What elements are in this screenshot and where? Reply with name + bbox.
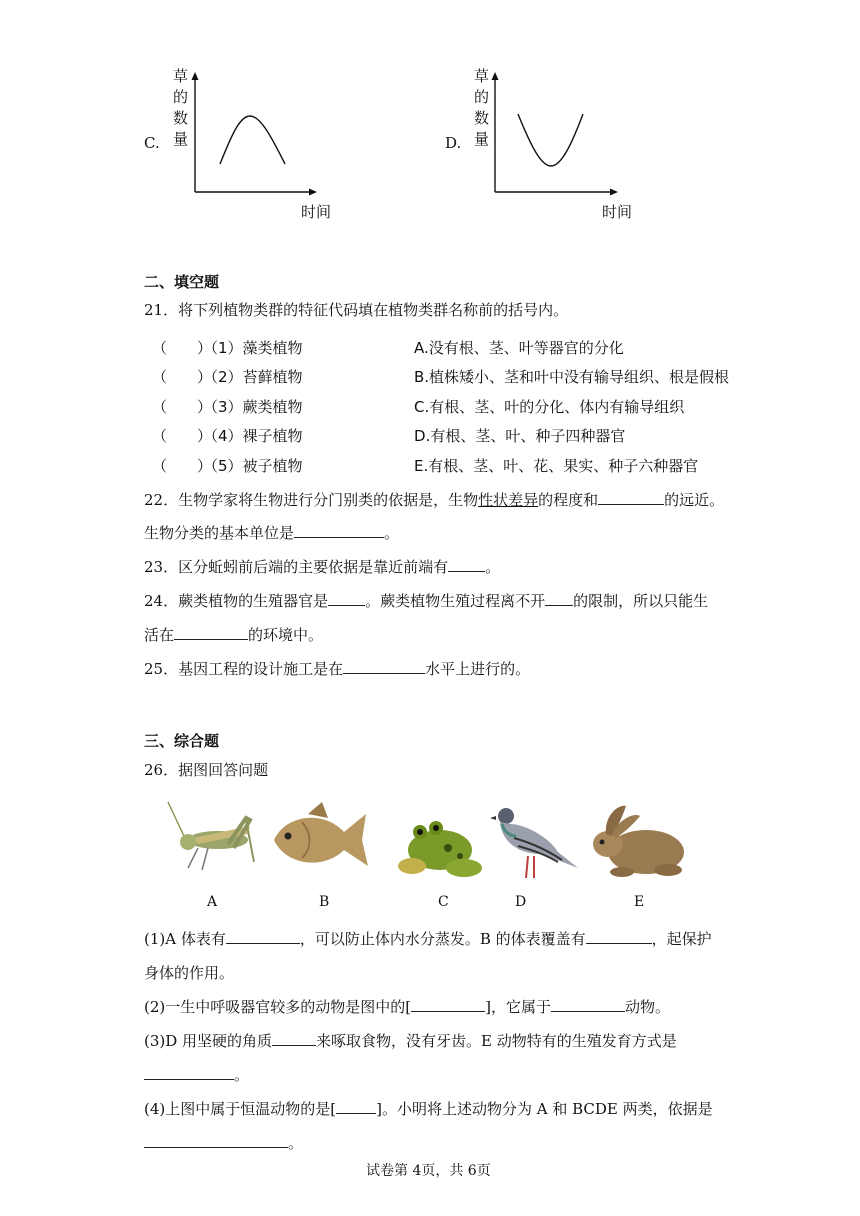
q26-p2-text-b: ]，它属于 <box>485 998 551 1016</box>
graph-d-curve <box>518 114 583 166</box>
q24-text-b: 。蕨类植物生殖过程离不开 <box>365 592 546 610</box>
q21-name-5: （5）被子植物 <box>203 457 303 475</box>
q26-p3-blank-1[interactable] <box>272 1031 316 1046</box>
graph-d <box>441 66 641 226</box>
q21-name-3: （3）蕨类植物 <box>203 398 303 416</box>
section-heading-fill-in: 二、填空题 <box>144 273 220 291</box>
q23-text-b: 。 <box>485 558 501 576</box>
q26-p4-line1 <box>144 1099 713 1119</box>
q26-p1-line2: 身体的作用。 <box>144 964 235 982</box>
q26-p3-text-a: (3)D 用坚硬的角质 <box>144 1032 273 1050</box>
q24-line1 <box>144 591 708 611</box>
q21-feature-3: C.有根、茎、叶的分化、体内有输导组织 <box>414 398 685 416</box>
q24-blank-2[interactable] <box>545 591 573 606</box>
q21-bracket-4[interactable]: （ ） <box>152 427 213 445</box>
graph-c-curve <box>220 116 285 164</box>
animal-label-d: D <box>515 894 527 910</box>
q22-blank-1[interactable] <box>598 490 664 505</box>
graph-d-ylabel-1: 草 <box>474 67 490 85</box>
q21-name-4: （4）裸子植物 <box>203 427 303 445</box>
q24-text-e: 的环境中。 <box>248 626 324 644</box>
q25-text-a: 25．基因工程的设计施工是在 <box>144 660 344 678</box>
pigeon-icon <box>488 802 583 892</box>
q22-text-d: 生物分类的基本单位是 <box>144 524 295 542</box>
q24-text-c: 的限制，所以只能生 <box>573 592 709 610</box>
q22-line2 <box>144 523 399 543</box>
animal-label-b: B <box>319 894 330 910</box>
graph-d-ylabel-2: 的 <box>474 88 490 106</box>
q24-text-a: 24．蕨类植物的生殖器官是 <box>144 592 329 610</box>
q22-text-a: 22．生物学家将生物进行分门别类的依据是，生物 <box>144 491 479 509</box>
q26-p2-blank-1[interactable] <box>411 997 485 1012</box>
graph-d-plot <box>441 66 641 206</box>
q26-p2-line <box>144 997 670 1017</box>
q22-text-b: 的程度和 <box>538 491 599 509</box>
graph-d-x-arrow <box>610 189 618 196</box>
q21-bracket-1[interactable]: （ ） <box>152 339 213 357</box>
page-footer: 试卷第 4页，共 6页 <box>366 1163 491 1179</box>
fish-icon <box>268 800 373 880</box>
q21-stem: 21．将下列植物类群的特征代码填在植物类群名称前的括号内。 <box>144 301 569 319</box>
q26-p1-line1 <box>144 929 712 949</box>
q26-p1-text-c: ，起保护 <box>651 930 712 948</box>
q23-text-a: 23．区分蚯蚓前后端的主要依据是靠近前端有 <box>144 558 449 576</box>
rabbit-icon <box>582 798 692 888</box>
graph-d-ylabel-4: 量 <box>474 130 490 148</box>
q26-p3-text-c: 。 <box>234 1066 250 1084</box>
q21-feature-2: B.植株矮小、茎和叶中没有输导组织、根是假根 <box>414 368 730 386</box>
q23-blank[interactable] <box>448 557 485 572</box>
q26-p1-blank-1[interactable] <box>226 929 300 944</box>
graph-d-y-arrow <box>492 72 499 80</box>
q22-blank-2[interactable] <box>294 523 384 538</box>
graph-c-option: C. <box>144 134 160 152</box>
q26-p4-text-c: 。 <box>288 1134 304 1152</box>
q25-blank[interactable] <box>343 659 425 674</box>
q22-line1 <box>144 490 724 510</box>
q26-p4-blank-2[interactable] <box>144 1133 288 1148</box>
graph-d-ylabel-3: 数 <box>474 109 490 127</box>
q26-p4-line2 <box>144 1133 303 1153</box>
graph-c-xlabel: 时间 <box>301 203 332 221</box>
frog-icon <box>390 808 485 893</box>
section-heading-comprehensive: 三、综合题 <box>144 732 220 750</box>
q21-feature-5: E.有根、茎、叶、花、果实、种子六种器官 <box>414 457 699 475</box>
graph-d-xlabel: 时间 <box>602 203 633 221</box>
q26-p4-blank-1[interactable] <box>336 1099 376 1114</box>
animal-label-c: C <box>438 894 449 910</box>
q21-name-1: （1）藻类植物 <box>203 339 303 357</box>
graph-c-ylabel-2: 的 <box>173 88 189 106</box>
q21-feature-4: D.有根、茎、叶、种子四种器官 <box>414 427 626 445</box>
q22-text-c: 的远近。 <box>664 491 725 509</box>
animal-label-e: E <box>634 894 645 910</box>
q24-text-d: 活在 <box>144 626 175 644</box>
q22-underlined-term: 性状差异 <box>478 491 539 509</box>
graph-c-plot <box>140 66 340 206</box>
grasshopper-icon <box>158 798 258 878</box>
q25-text-b: 水平上进行的。 <box>425 660 531 678</box>
graph-c-ylabel-4: 量 <box>173 130 189 148</box>
q26-p2-text-c: 动物。 <box>624 998 670 1016</box>
q26-p1-text-b: ，可以防止体内水分蒸发。B 的体表覆盖有 <box>299 930 586 948</box>
animal-label-a: A <box>207 894 218 910</box>
animals-figure <box>150 794 710 914</box>
q21-feature-1: A.没有根、茎、叶等器官的分化 <box>414 339 624 357</box>
q26-p4-text-b: ]。小明将上述动物分为 A 和 BCDE 两类，依据是 <box>376 1100 713 1118</box>
q21-bracket-5[interactable]: （ ） <box>152 457 213 475</box>
q26-p3-line2 <box>144 1065 249 1085</box>
q26-p2-blank-2[interactable] <box>551 997 625 1012</box>
q24-blank-3[interactable] <box>174 625 248 640</box>
q26-p4-text-a: (4)上图中属于恒温动物的是[ <box>144 1100 337 1118</box>
graph-c-ylabel-1: 草 <box>173 67 189 85</box>
q21-bracket-2[interactable]: （ ） <box>152 368 213 386</box>
q21-name-2: （2）苔藓植物 <box>203 368 303 386</box>
q21-bracket-3[interactable]: （ ） <box>152 398 213 416</box>
q22-text-e: 。 <box>384 524 400 542</box>
q24-blank-1[interactable] <box>328 591 365 606</box>
q26-p1-blank-2[interactable] <box>586 929 652 944</box>
q26-stem: 26．据图回答问题 <box>144 761 269 779</box>
graph-c-ylabel-3: 数 <box>173 109 189 127</box>
q26-p3-blank-2[interactable] <box>144 1065 234 1080</box>
q23-line <box>144 557 500 577</box>
graph-c <box>140 66 340 226</box>
graph-c-y-arrow <box>192 72 199 80</box>
q26-p3-line1 <box>144 1031 677 1051</box>
q26-p1-text-a: (1)A 体表有 <box>144 930 226 948</box>
q25-line <box>144 659 530 679</box>
graph-c-x-arrow <box>309 189 317 196</box>
q26-p2-text-a: (2)一生中呼吸器官较多的动物是图中的[ <box>144 998 412 1016</box>
graph-d-option: D. <box>445 134 462 152</box>
q26-p3-text-b: 来啄取食物，没有牙齿。E 动物特有的生殖发育方式是 <box>316 1032 677 1050</box>
q24-line2 <box>144 625 323 645</box>
